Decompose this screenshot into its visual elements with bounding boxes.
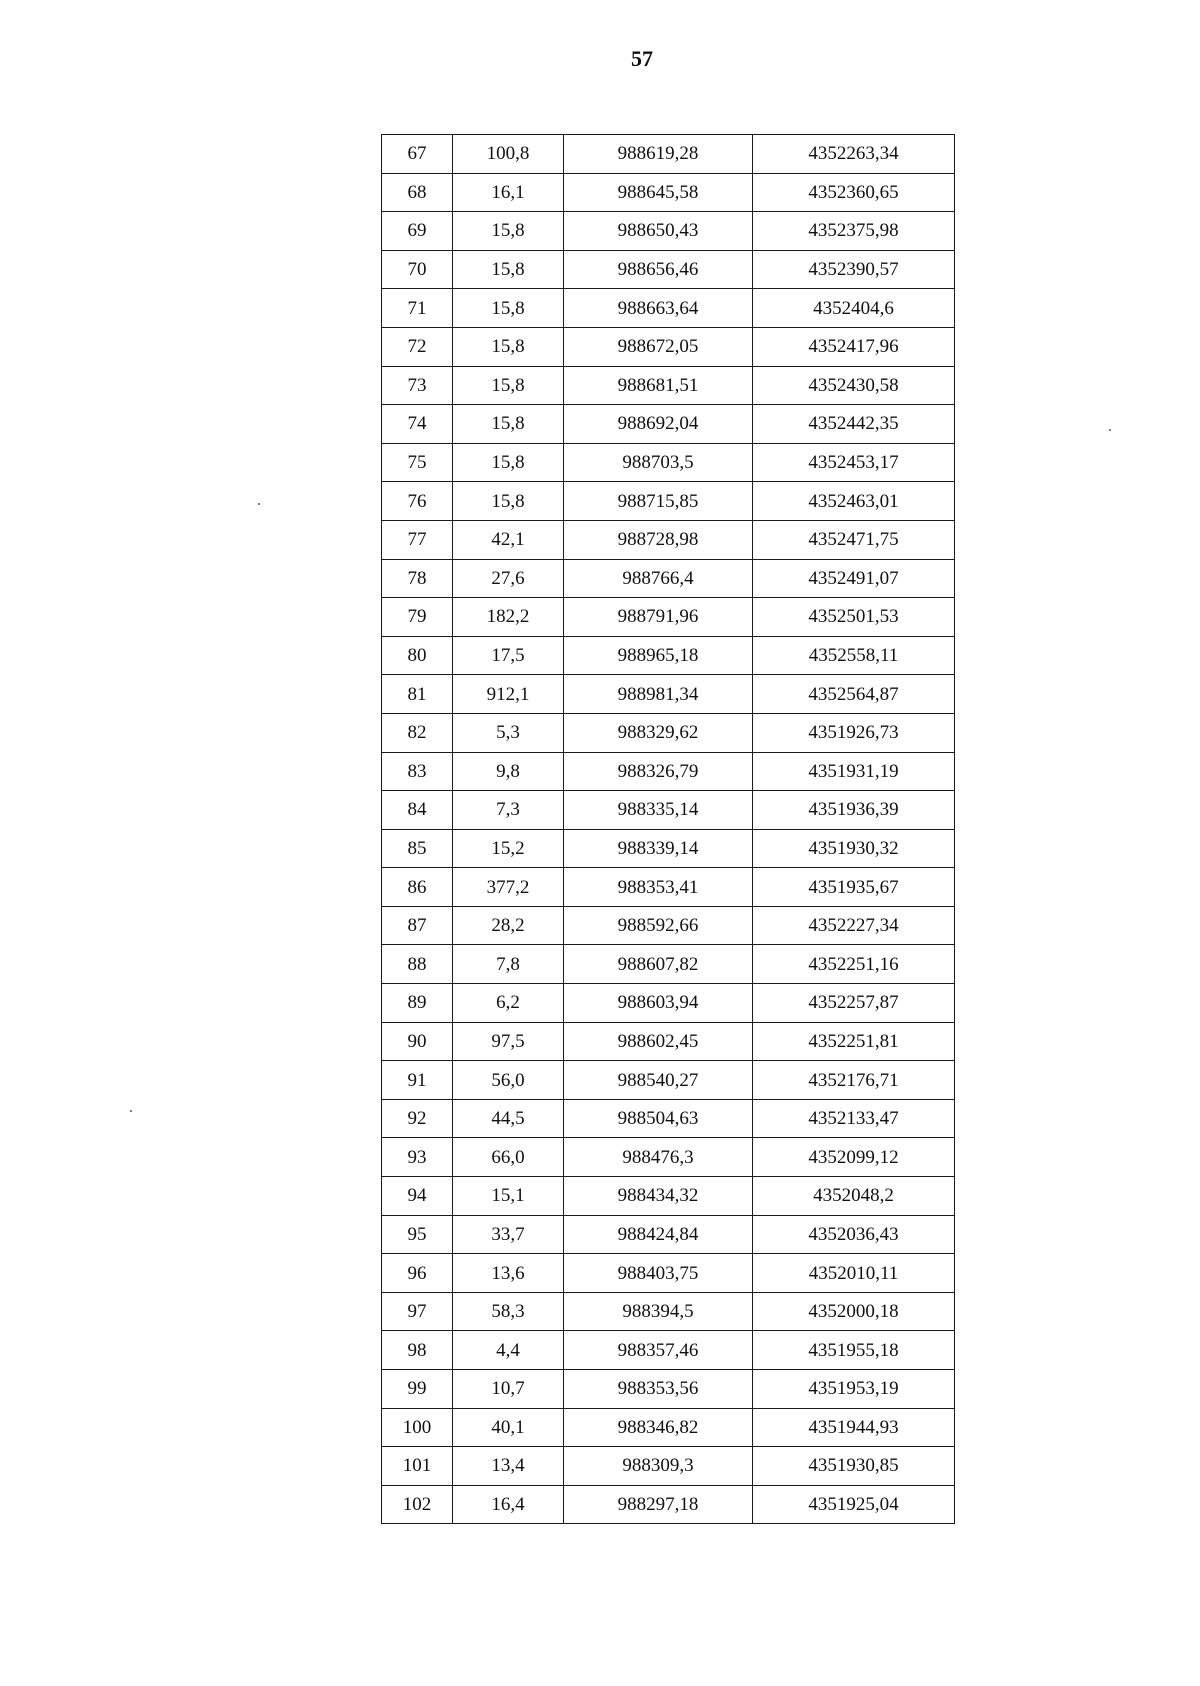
y-coordinate-cell: 4352257,87 (753, 984, 955, 1023)
table-row (382, 1485, 955, 1524)
y-coordinate-cell: 4351953,19 (753, 1370, 955, 1409)
x-coordinate-cell: 988607,82 (564, 945, 753, 984)
y-coordinate-cell: 4352176,71 (753, 1061, 955, 1100)
y-coordinate-cell: 4352099,12 (753, 1138, 955, 1177)
x-coordinate-cell: 988766,4 (564, 559, 753, 598)
x-coordinate-cell: 988540,27 (564, 1061, 753, 1100)
point-number-cell: 95 (382, 1215, 453, 1254)
distance-cell: 377,2 (453, 868, 564, 907)
table-row (382, 327, 955, 366)
scan-speck (130, 1110, 132, 1112)
point-number-cell: 86 (382, 868, 453, 907)
y-coordinate-cell: 4352000,18 (753, 1292, 955, 1331)
point-number-cell: 90 (382, 1022, 453, 1061)
x-coordinate-cell: 988353,41 (564, 868, 753, 907)
distance-cell: 15,8 (453, 212, 564, 251)
y-coordinate-cell: 4352390,57 (753, 250, 955, 289)
x-coordinate-cell: 988619,28 (564, 135, 753, 174)
table-row (382, 829, 955, 868)
point-number-cell: 70 (382, 250, 453, 289)
y-coordinate-cell: 4352417,96 (753, 327, 955, 366)
y-coordinate-cell: 4352501,53 (753, 598, 955, 637)
distance-cell: 15,8 (453, 366, 564, 405)
x-coordinate-cell: 988650,43 (564, 212, 753, 251)
scan-speck (258, 503, 260, 505)
x-coordinate-cell: 988603,94 (564, 984, 753, 1023)
point-number-cell: 94 (382, 1177, 453, 1216)
y-coordinate-cell: 4352430,58 (753, 366, 955, 405)
point-number-cell: 85 (382, 829, 453, 868)
x-coordinate-cell: 988504,63 (564, 1099, 753, 1138)
y-coordinate-cell: 4352404,6 (753, 289, 955, 328)
point-number-cell: 78 (382, 559, 453, 598)
table-row (382, 752, 955, 791)
distance-cell: 15,2 (453, 829, 564, 868)
point-number-cell: 67 (382, 135, 453, 174)
table-row (382, 1447, 955, 1486)
point-number-cell: 74 (382, 405, 453, 444)
distance-cell: 6,2 (453, 984, 564, 1023)
point-number-cell: 91 (382, 1061, 453, 1100)
point-number-cell: 97 (382, 1292, 453, 1331)
y-coordinate-cell: 4351930,32 (753, 829, 955, 868)
point-number-cell: 77 (382, 520, 453, 559)
point-number-cell: 101 (382, 1447, 453, 1486)
x-coordinate-cell: 988353,56 (564, 1370, 753, 1409)
table-row (382, 1215, 955, 1254)
y-coordinate-cell: 4351926,73 (753, 713, 955, 752)
point-number-cell: 68 (382, 173, 453, 212)
y-coordinate-cell: 4352263,34 (753, 135, 955, 174)
table-row (382, 984, 955, 1023)
x-coordinate-cell: 988672,05 (564, 327, 753, 366)
y-coordinate-cell: 4351944,93 (753, 1408, 955, 1447)
table-row (382, 713, 955, 752)
y-coordinate-cell: 4352463,01 (753, 482, 955, 521)
y-coordinate-cell: 4352227,34 (753, 906, 955, 945)
distance-cell: 58,3 (453, 1292, 564, 1331)
x-coordinate-cell: 988346,82 (564, 1408, 753, 1447)
y-coordinate-cell: 4352010,11 (753, 1254, 955, 1293)
table-row (382, 366, 955, 405)
table-row (382, 482, 955, 521)
point-number-cell: 87 (382, 906, 453, 945)
distance-cell: 4,4 (453, 1331, 564, 1370)
x-coordinate-cell: 988309,3 (564, 1447, 753, 1486)
distance-cell: 40,1 (453, 1408, 564, 1447)
distance-cell: 7,3 (453, 791, 564, 830)
table-row (382, 443, 955, 482)
table-row (382, 1408, 955, 1447)
distance-cell: 97,5 (453, 1022, 564, 1061)
point-number-cell: 80 (382, 636, 453, 675)
distance-cell: 10,7 (453, 1370, 564, 1409)
distance-cell: 15,8 (453, 327, 564, 366)
point-number-cell: 79 (382, 598, 453, 637)
table-row (382, 289, 955, 328)
distance-cell: 66,0 (453, 1138, 564, 1177)
distance-cell: 15,8 (453, 405, 564, 444)
point-number-cell: 93 (382, 1138, 453, 1177)
x-coordinate-cell: 988656,46 (564, 250, 753, 289)
x-coordinate-cell: 988703,5 (564, 443, 753, 482)
table-row (382, 1099, 955, 1138)
distance-cell: 5,3 (453, 713, 564, 752)
y-coordinate-cell: 4352453,17 (753, 443, 955, 482)
x-coordinate-cell: 988329,62 (564, 713, 753, 752)
y-coordinate-cell: 4352048,2 (753, 1177, 955, 1216)
table-row (382, 868, 955, 907)
y-coordinate-cell: 4352558,11 (753, 636, 955, 675)
point-number-cell: 76 (382, 482, 453, 521)
y-coordinate-cell: 4352375,98 (753, 212, 955, 251)
distance-cell: 27,6 (453, 559, 564, 598)
y-coordinate-cell: 4352360,65 (753, 173, 955, 212)
table-row (382, 598, 955, 637)
y-coordinate-cell: 4352251,16 (753, 945, 955, 984)
y-coordinate-cell: 4351935,67 (753, 868, 955, 907)
x-coordinate-cell: 988681,51 (564, 366, 753, 405)
x-coordinate-cell: 988715,85 (564, 482, 753, 521)
page-number: 57 (631, 46, 653, 71)
y-coordinate-cell: 4352491,07 (753, 559, 955, 598)
point-number-cell: 92 (382, 1099, 453, 1138)
point-number-cell: 89 (382, 984, 453, 1023)
table-row (382, 1138, 955, 1177)
x-coordinate-cell: 988663,64 (564, 289, 753, 328)
coordinates-table (381, 134, 955, 1524)
distance-cell: 13,4 (453, 1447, 564, 1486)
x-coordinate-cell: 988981,34 (564, 675, 753, 714)
point-number-cell: 83 (382, 752, 453, 791)
point-number-cell: 98 (382, 1331, 453, 1370)
point-number-cell: 72 (382, 327, 453, 366)
distance-cell: 15,8 (453, 443, 564, 482)
table-row (382, 1331, 955, 1370)
y-coordinate-cell: 4352251,81 (753, 1022, 955, 1061)
y-coordinate-cell: 4351931,19 (753, 752, 955, 791)
distance-cell: 33,7 (453, 1215, 564, 1254)
x-coordinate-cell: 988434,32 (564, 1177, 753, 1216)
table-row (382, 1177, 955, 1216)
y-coordinate-cell: 4352564,87 (753, 675, 955, 714)
table-row (382, 675, 955, 714)
x-coordinate-cell: 988965,18 (564, 636, 753, 675)
x-coordinate-cell: 988339,14 (564, 829, 753, 868)
distance-cell: 44,5 (453, 1099, 564, 1138)
table-row (382, 636, 955, 675)
x-coordinate-cell: 988335,14 (564, 791, 753, 830)
distance-cell: 42,1 (453, 520, 564, 559)
x-coordinate-cell: 988326,79 (564, 752, 753, 791)
distance-cell: 13,6 (453, 1254, 564, 1293)
point-number-cell: 100 (382, 1408, 453, 1447)
point-number-cell: 69 (382, 212, 453, 251)
y-coordinate-cell: 4352133,47 (753, 1099, 955, 1138)
table-row (382, 520, 955, 559)
table-row (382, 212, 955, 251)
point-number-cell: 81 (382, 675, 453, 714)
table-row (382, 250, 955, 289)
x-coordinate-cell: 988645,58 (564, 173, 753, 212)
distance-cell: 15,8 (453, 482, 564, 521)
distance-cell: 15,1 (453, 1177, 564, 1216)
point-number-cell: 71 (382, 289, 453, 328)
point-number-cell: 82 (382, 713, 453, 752)
x-coordinate-cell: 988357,46 (564, 1331, 753, 1370)
distance-cell: 17,5 (453, 636, 564, 675)
x-coordinate-cell: 988476,3 (564, 1138, 753, 1177)
y-coordinate-cell: 4351936,39 (753, 791, 955, 830)
point-number-cell: 75 (382, 443, 453, 482)
x-coordinate-cell: 988692,04 (564, 405, 753, 444)
x-coordinate-cell: 988791,96 (564, 598, 753, 637)
table-row (382, 1370, 955, 1409)
table-row (382, 1022, 955, 1061)
table-row (382, 945, 955, 984)
point-number-cell: 102 (382, 1485, 453, 1524)
distance-cell: 56,0 (453, 1061, 564, 1100)
distance-cell: 912,1 (453, 675, 564, 714)
y-coordinate-cell: 4351925,04 (753, 1485, 955, 1524)
table-row (382, 135, 955, 174)
x-coordinate-cell: 988424,84 (564, 1215, 753, 1254)
distance-cell: 28,2 (453, 906, 564, 945)
table-row (382, 906, 955, 945)
table-row (382, 405, 955, 444)
x-coordinate-cell: 988394,5 (564, 1292, 753, 1331)
y-coordinate-cell: 4351930,85 (753, 1447, 955, 1486)
distance-cell: 16,1 (453, 173, 564, 212)
distance-cell: 16,4 (453, 1485, 564, 1524)
y-coordinate-cell: 4351955,18 (753, 1331, 955, 1370)
point-number-cell: 99 (382, 1370, 453, 1409)
x-coordinate-cell: 988602,45 (564, 1022, 753, 1061)
x-coordinate-cell: 988592,66 (564, 906, 753, 945)
table-row (382, 173, 955, 212)
y-coordinate-cell: 4352036,43 (753, 1215, 955, 1254)
x-coordinate-cell: 988403,75 (564, 1254, 753, 1293)
point-number-cell: 73 (382, 366, 453, 405)
scan-speck (1109, 429, 1111, 431)
distance-cell: 15,8 (453, 289, 564, 328)
distance-cell: 100,8 (453, 135, 564, 174)
x-coordinate-cell: 988728,98 (564, 520, 753, 559)
table-row (382, 559, 955, 598)
y-coordinate-cell: 4352442,35 (753, 405, 955, 444)
table-row (382, 1061, 955, 1100)
distance-cell: 9,8 (453, 752, 564, 791)
distance-cell: 7,8 (453, 945, 564, 984)
distance-cell: 15,8 (453, 250, 564, 289)
coordinates-table-body (382, 135, 955, 1524)
table-row (382, 1254, 955, 1293)
point-number-cell: 96 (382, 1254, 453, 1293)
point-number-cell: 88 (382, 945, 453, 984)
table-row (382, 1292, 955, 1331)
point-number-cell: 84 (382, 791, 453, 830)
distance-cell: 182,2 (453, 598, 564, 637)
table-row (382, 791, 955, 830)
y-coordinate-cell: 4352471,75 (753, 520, 955, 559)
x-coordinate-cell: 988297,18 (564, 1485, 753, 1524)
